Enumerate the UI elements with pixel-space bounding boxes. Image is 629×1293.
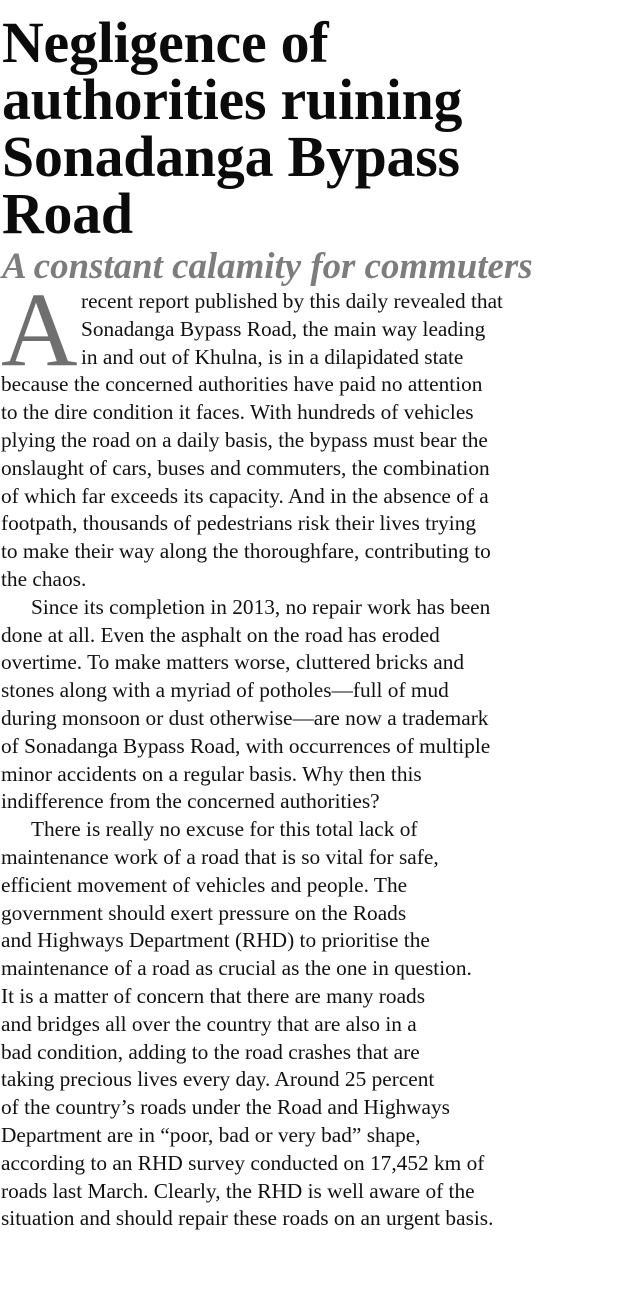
text-line: during monsoon or dust otherwise—are now a trademark <box>1 705 489 730</box>
article-body <box>0 271 629 1233</box>
text-line: maintenance of a road as crucial as the one in question. <box>1 956 472 981</box>
text-line: of Sonadanga Bypass Road, with occurrences of multiple <box>1 733 491 758</box>
paragraph-2 <box>1 594 629 816</box>
text-line: onslaught of cars, buses and commuters, the combination <box>1 455 490 480</box>
text-line: It is a matter of concern that there are many roads <box>1 983 426 1008</box>
text-line: according to an RHD survey conducted on 17,452 km of <box>1 1150 485 1175</box>
text-line: situation and should repair these roads on an urgent basis. <box>1 1206 494 1231</box>
text-line: Since its completion in 2013, no repair work has been <box>31 594 491 619</box>
text-line: to make their way along the thoroughfare, contributing to <box>1 539 491 564</box>
text-line: of which far exceeds its capacity. And in the absence of a <box>1 483 489 508</box>
headline-line: Road <box>2 181 133 246</box>
text-line: indifference from the concerned authorities? <box>1 789 380 814</box>
paragraph-3 <box>1 816 629 1233</box>
text-line: and bridges all over the country that are also in a <box>1 1011 417 1036</box>
text-line: of the country’s roads under the Road and Highways <box>1 1095 450 1120</box>
text-line: taking precious lives every day. Around 25 percent <box>1 1067 435 1092</box>
text-line: minor accidents on a regular basis. Why then this <box>1 761 422 786</box>
paragraph-1 <box>1 271 629 594</box>
text-line: plying the road on a daily basis, the bypass must bear the <box>1 427 488 452</box>
drop-cap: A <box>1 271 78 388</box>
headline <box>0 0 629 246</box>
headline-line: authorities ruining <box>2 67 463 132</box>
text-line: because the concerned authorities have paid no attention <box>1 372 483 397</box>
text-line: recent report published by this daily revealed that <box>81 289 503 313</box>
text-line: maintenance work of a road that is so vital for safe, <box>1 844 439 869</box>
text-line: the chaos. <box>1 566 87 591</box>
text-line: in and out of Khulna, is in a dilapidated state <box>81 344 464 369</box>
text-line: bad condition, adding to the road crashes that are <box>1 1039 420 1064</box>
text-line: done at all. Even the asphalt on the road has eroded <box>1 622 440 647</box>
text-line: and Highways Department (RHD) to prioritise the <box>1 928 430 953</box>
subheadline: A constant calamity for commuters <box>2 245 533 286</box>
text-line: efficient movement of vehicles and people. The <box>1 872 408 897</box>
text-line: to the dire condition it faces. With hundreds of vehicles <box>1 400 474 425</box>
text-line: footpath, thousands of pedestrians risk their lives trying <box>1 511 477 536</box>
headline-line: Negligence of <box>2 10 329 75</box>
headline-line: Sonadanga Bypass <box>2 124 460 189</box>
text-line: Department are in “poor, bad or very bad” shape, <box>1 1122 421 1147</box>
text-line: There is really no excuse for this total lack of <box>31 817 418 842</box>
text-line: roads last March. Clearly, the RHD is well aware of the <box>1 1178 475 1203</box>
text-line: Sonadanga Bypass Road, the main way leading <box>81 316 486 341</box>
text-line: stones along with a myriad of potholes—full of mud <box>1 678 449 703</box>
text-line: overtime. To make matters worse, cluttered bricks and <box>1 650 465 675</box>
text-line: government should exert pressure on the Roads <box>1 900 407 925</box>
